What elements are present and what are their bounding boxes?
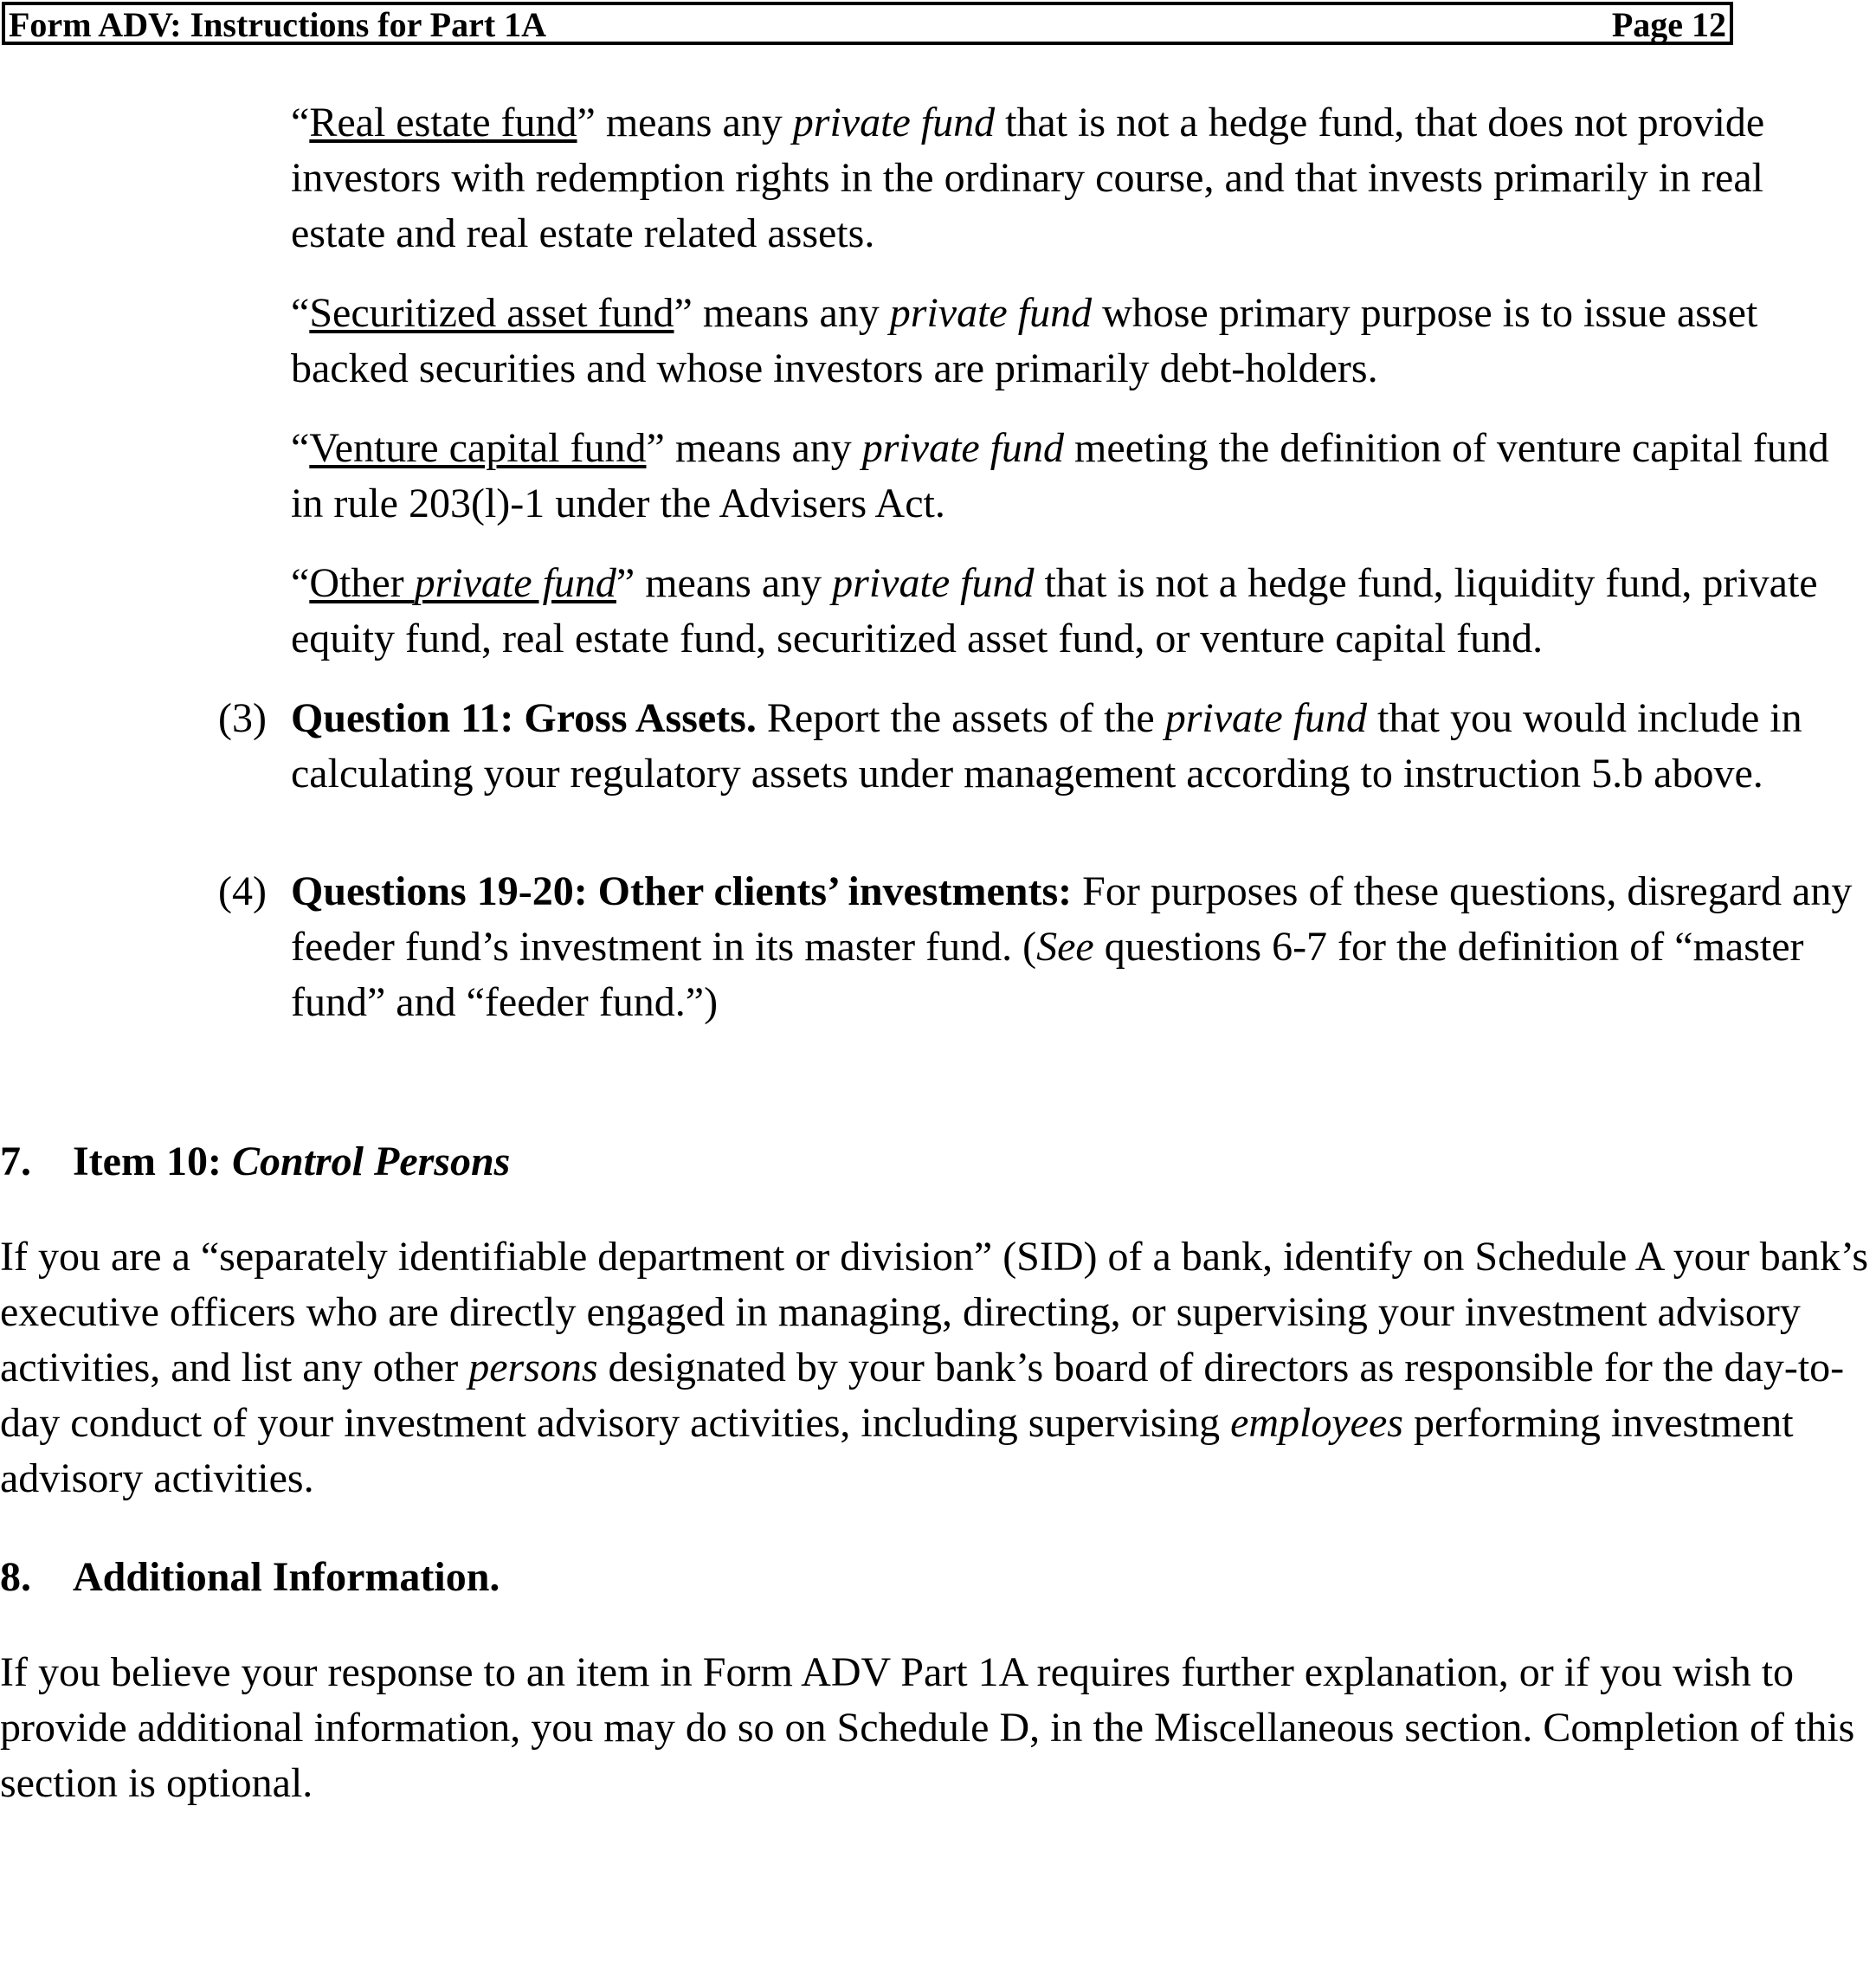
section-8-heading: 8. Additional Information. <box>0 1554 500 1600</box>
question-heading: Question 11: Gross Assets. <box>291 695 757 741</box>
definition-real-estate-fund: “Real estate fund” means any private fund that is not a hedge fund, that does not provide investors with redemption rights in the ordinary course, and that invests primarily in real estate and real estate related assets. <box>291 100 1765 256</box>
page-number: Page 12 <box>1611 5 1726 44</box>
page-header <box>2 2 1733 45</box>
question-19-20-item: (4) Questions 19-20: Other clients’ investments: For purposes of these questions, disregard any feeder fund’s investment in its master fund. (See questions 6-7 for the definition of “master fund” and “feeder fund.”) <box>291 864 1873 1030</box>
section-7-body: If you are a “separately identifiable department or division” (SID) of a bank, identify on Schedule A your bank’s executive officers who are directly engaged in managing, directing, or supervising your investment advisory activities, and list any other persons designated by your bank’s board of directors as responsible for the day-to-day conduct of your investment advisory activities, including supervising employees performing investment advisory activities. <box>0 1234 1869 1501</box>
section-8-body: If you believe your response to an item in Form ADV Part 1A requires further explanation, or if you wish to provide additional information, you may do so on Schedule D, in the Miscellaneous section. Completion of this section is optional. <box>0 1649 1855 1806</box>
section-7-heading: 7. Item 10: Control Persons <box>0 1139 511 1184</box>
definition-term: Real estate fund <box>309 100 577 145</box>
definition-venture-capital-fund: “Venture capital fund” means any private fund meeting the definition of venture capital fund in rule 203(l)-1 under the Advisers Act. <box>291 425 1829 526</box>
definition-securitized-asset-fund: “Securitized asset fund” means any private fund whose primary purpose is to issue asset backed securities and whose investors are primarily debt-holders. <box>291 290 1758 391</box>
definition-term: Venture capital fund <box>309 425 647 471</box>
question-11-item: (3) Question 11: Gross Assets. Report the assets of the private fund that you would include in calculating your regulatory assets under management according to instruction 5.b above. <box>291 691 1873 802</box>
item-number: (4) <box>218 868 267 914</box>
document-body <box>0 95 1876 1811</box>
definition-term: Securitized asset fund <box>309 290 674 336</box>
form-title: Form ADV: Instructions for Part 1A <box>9 5 547 44</box>
definition-other-private-fund: “Other private fund” means any private fund that is not a hedge fund, liquidity fund, private equity fund, real estate fund, securitized asset fund, or venture capital fund. <box>291 560 1818 661</box>
question-heading: Questions 19-20: Other clients’ investments: <box>291 868 1073 914</box>
definition-term: Other private fund <box>309 560 616 606</box>
item-number: (3) <box>218 695 267 741</box>
